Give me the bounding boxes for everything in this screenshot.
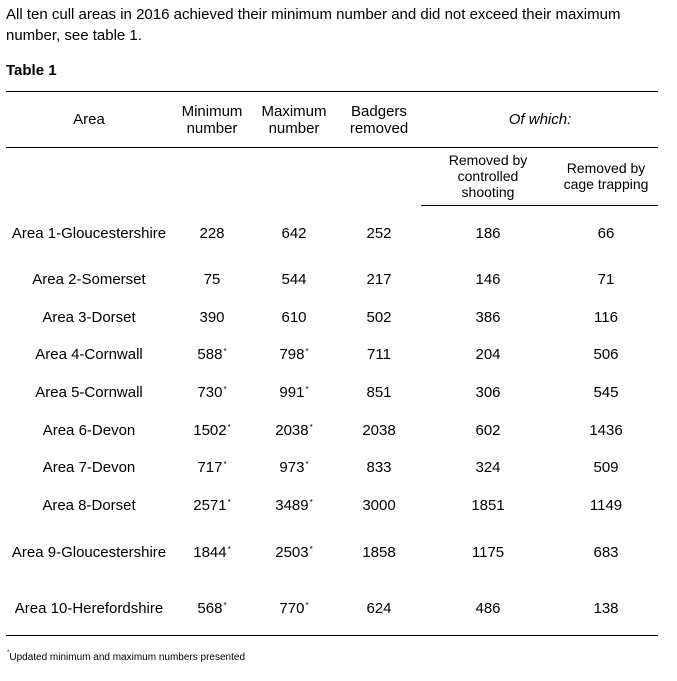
cell-area bbox=[42, 309, 135, 327]
update-mark: * bbox=[309, 498, 313, 507]
update-mark: * bbox=[309, 545, 313, 554]
cell-min-value: 588 bbox=[197, 346, 223, 363]
subheader-trapping bbox=[564, 160, 649, 192]
cell-trapping bbox=[593, 384, 618, 402]
cell-trapping bbox=[593, 600, 618, 618]
subheader-shooting-line2: controlled bbox=[457, 168, 519, 184]
header-maximum-line2: number bbox=[268, 120, 320, 137]
header-minimum bbox=[182, 103, 243, 137]
cell-area-value: Area 10-Herefordshire bbox=[14, 600, 164, 617]
update-mark: * bbox=[223, 347, 227, 356]
header-removed-line1: Badgers bbox=[351, 103, 407, 120]
cell-area bbox=[35, 346, 143, 364]
cell-min bbox=[197, 459, 226, 477]
cell-shooting-value: 602 bbox=[475, 422, 501, 439]
cell-trapping-value: 509 bbox=[593, 459, 619, 476]
cell-min bbox=[197, 600, 226, 618]
cell-shooting bbox=[475, 225, 500, 243]
header-rule bbox=[6, 147, 658, 148]
cell-min-value: 730 bbox=[197, 384, 223, 401]
cell-trapping-value: 506 bbox=[593, 346, 619, 363]
cell-max-value: 610 bbox=[281, 309, 307, 326]
cell-shooting bbox=[475, 459, 500, 477]
cell-min-value: 1844 bbox=[193, 544, 227, 561]
cell-area bbox=[35, 384, 143, 402]
intro-paragraph: All ten cull areas in 2016 achieved their minimum number and did not exceed their maximum number, see table 1. bbox=[6, 6, 621, 44]
cell-min bbox=[197, 346, 226, 364]
update-mark: * bbox=[227, 545, 231, 554]
update-mark: * bbox=[223, 385, 227, 394]
update-mark: * bbox=[305, 347, 309, 356]
cell-removed bbox=[367, 346, 391, 364]
cell-removed bbox=[366, 600, 391, 618]
cell-removed bbox=[366, 271, 391, 289]
cell-removed-value: 833 bbox=[366, 459, 392, 476]
cell-shooting-value: 306 bbox=[475, 384, 501, 401]
cell-max bbox=[275, 422, 313, 440]
cell-trapping-value: 66 bbox=[597, 225, 615, 242]
cell-max-value: 544 bbox=[281, 271, 307, 288]
cell-area-value: Area 6-Devon bbox=[42, 422, 136, 439]
cell-removed-value: 624 bbox=[366, 600, 392, 617]
cell-shooting-value: 204 bbox=[475, 346, 501, 363]
cell-max bbox=[281, 271, 306, 289]
cell-shooting bbox=[475, 422, 500, 440]
cell-trapping-value: 116 bbox=[594, 309, 618, 326]
cell-area-value: Area 9-Gloucestershire bbox=[11, 544, 167, 561]
cell-shooting bbox=[475, 271, 500, 289]
header-maximum-line1: Maximum bbox=[261, 103, 327, 120]
cell-min bbox=[193, 544, 231, 562]
header-minimum-line2: number bbox=[186, 120, 238, 137]
cell-shooting-value: 186 bbox=[475, 225, 501, 242]
cell-removed-value: 711 bbox=[367, 346, 391, 363]
cell-min-value: 717 bbox=[197, 459, 223, 476]
update-mark: * bbox=[223, 460, 227, 469]
cell-min bbox=[199, 225, 224, 243]
cell-area bbox=[43, 459, 136, 477]
cell-max-value: 2503 bbox=[275, 544, 309, 561]
cell-min-value: 568 bbox=[197, 600, 223, 617]
table-bottom-rule bbox=[6, 635, 658, 636]
cell-area-value: Area 5-Cornwall bbox=[35, 384, 143, 401]
subheader-shooting-line3: shooting bbox=[461, 184, 515, 200]
cell-removed-value: 851 bbox=[366, 384, 392, 401]
cell-shooting-value: 1175 bbox=[471, 544, 505, 561]
cell-trapping bbox=[590, 497, 622, 515]
cell-trapping bbox=[598, 225, 615, 243]
cell-shooting-value: 146 bbox=[475, 271, 501, 288]
table-title: Table 1 bbox=[6, 62, 57, 79]
cell-removed-value: 2038 bbox=[362, 422, 396, 439]
cell-trapping bbox=[593, 346, 618, 364]
update-mark: * bbox=[305, 385, 309, 394]
subheader-trapping-line2: cage trapping bbox=[563, 176, 649, 192]
update-mark: * bbox=[223, 601, 227, 610]
cell-removed-value: 502 bbox=[366, 309, 392, 326]
header-removed-line2: removed bbox=[349, 120, 409, 137]
cell-trapping-value: 1149 bbox=[589, 497, 623, 514]
cell-removed bbox=[366, 459, 391, 477]
cell-shooting-value: 1851 bbox=[471, 497, 505, 514]
footnote bbox=[6, 652, 245, 663]
cell-min-value: 1502 bbox=[193, 422, 227, 439]
cell-trapping bbox=[593, 544, 618, 562]
cell-max bbox=[281, 225, 306, 243]
cell-area bbox=[15, 600, 163, 618]
cell-trapping bbox=[594, 309, 618, 327]
cell-shooting bbox=[475, 384, 500, 402]
cell-max bbox=[279, 600, 308, 618]
header-maximum bbox=[261, 103, 326, 137]
cell-min bbox=[193, 422, 231, 440]
cell-removed-value: 217 bbox=[366, 271, 392, 288]
cell-trapping-value: 138 bbox=[593, 600, 619, 617]
cell-max-value: 770 bbox=[279, 600, 305, 617]
cell-shooting bbox=[471, 497, 504, 515]
cell-removed bbox=[362, 422, 395, 440]
cell-max bbox=[279, 384, 308, 402]
cell-shooting-value: 324 bbox=[475, 459, 501, 476]
cell-removed bbox=[366, 384, 391, 402]
cell-area-value: Area 3-Dorset bbox=[42, 309, 136, 326]
cell-trapping-value: 683 bbox=[593, 544, 619, 561]
cell-max-value: 973 bbox=[279, 459, 305, 476]
cell-trapping-value: 545 bbox=[593, 384, 619, 401]
cell-min bbox=[197, 384, 226, 402]
cell-trapping-value: 71 bbox=[597, 271, 615, 288]
cell-max bbox=[279, 459, 308, 477]
subheader-shooting bbox=[449, 152, 528, 200]
cell-removed-value: 1858 bbox=[362, 544, 396, 561]
cell-area bbox=[12, 544, 166, 562]
cell-shooting bbox=[472, 544, 504, 562]
cell-removed-value: 252 bbox=[366, 225, 392, 242]
update-mark: * bbox=[305, 601, 309, 610]
cell-trapping bbox=[589, 422, 622, 440]
update-mark: * bbox=[309, 423, 313, 432]
cell-max bbox=[281, 309, 306, 327]
cell-min-value: 228 bbox=[199, 225, 225, 242]
cell-max-value: 3489 bbox=[275, 497, 309, 514]
cell-area-value: Area 8-Dorset bbox=[42, 497, 136, 514]
cell-trapping bbox=[593, 459, 618, 477]
cell-max-value: 2038 bbox=[275, 422, 309, 439]
update-mark: * bbox=[227, 423, 231, 432]
update-mark: * bbox=[227, 498, 231, 507]
cell-shooting bbox=[475, 600, 500, 618]
cell-max-value: 991 bbox=[279, 384, 305, 401]
cell-area bbox=[12, 225, 166, 243]
cell-shooting bbox=[475, 346, 500, 364]
cell-min bbox=[204, 271, 221, 289]
cell-removed-value: 3000 bbox=[362, 497, 396, 514]
header-removed bbox=[350, 103, 408, 137]
cell-trapping-value: 1436 bbox=[589, 422, 623, 439]
cell-area-value: Area 4-Cornwall bbox=[35, 346, 143, 363]
cell-min-value: 390 bbox=[199, 309, 225, 326]
cell-area bbox=[42, 497, 135, 515]
subheader-rule bbox=[421, 205, 658, 206]
cell-area-value: Area 2-Somerset bbox=[32, 271, 146, 288]
cell-removed bbox=[366, 225, 391, 243]
table-top-rule bbox=[6, 91, 658, 92]
cell-max bbox=[279, 346, 308, 364]
cell-removed bbox=[362, 544, 395, 562]
header-area: Area bbox=[73, 111, 105, 128]
cell-shooting bbox=[475, 309, 500, 327]
footnote-mark: * bbox=[7, 650, 10, 656]
header-of-which: Of which: bbox=[508, 111, 572, 128]
cell-min bbox=[199, 309, 224, 327]
cell-shooting-value: 386 bbox=[475, 309, 501, 326]
cell-min-value: 2571 bbox=[193, 497, 227, 514]
footnote-text: Updated minimum and maximum numbers presented bbox=[9, 652, 246, 663]
subheader-trapping-line1: Removed by bbox=[566, 160, 646, 176]
cell-removed bbox=[366, 309, 391, 327]
cell-removed bbox=[362, 497, 395, 515]
cell-shooting-value: 486 bbox=[475, 600, 501, 617]
cell-min-value: 75 bbox=[203, 271, 221, 288]
cell-area-value: Area 7-Devon bbox=[42, 459, 136, 476]
update-mark: * bbox=[305, 460, 309, 469]
cell-area-value: Area 1-Gloucestershire bbox=[11, 225, 167, 242]
cell-max bbox=[275, 544, 313, 562]
cell-area bbox=[32, 271, 145, 289]
cell-min bbox=[193, 497, 231, 515]
cell-trapping bbox=[598, 271, 615, 289]
cell-area bbox=[43, 422, 136, 440]
subheader-shooting-line1: Removed by bbox=[448, 152, 528, 168]
cell-max-value: 642 bbox=[281, 225, 307, 242]
cell-max-value: 798 bbox=[279, 346, 305, 363]
header-minimum-line1: Minimum bbox=[181, 103, 243, 120]
cell-max bbox=[275, 497, 313, 515]
